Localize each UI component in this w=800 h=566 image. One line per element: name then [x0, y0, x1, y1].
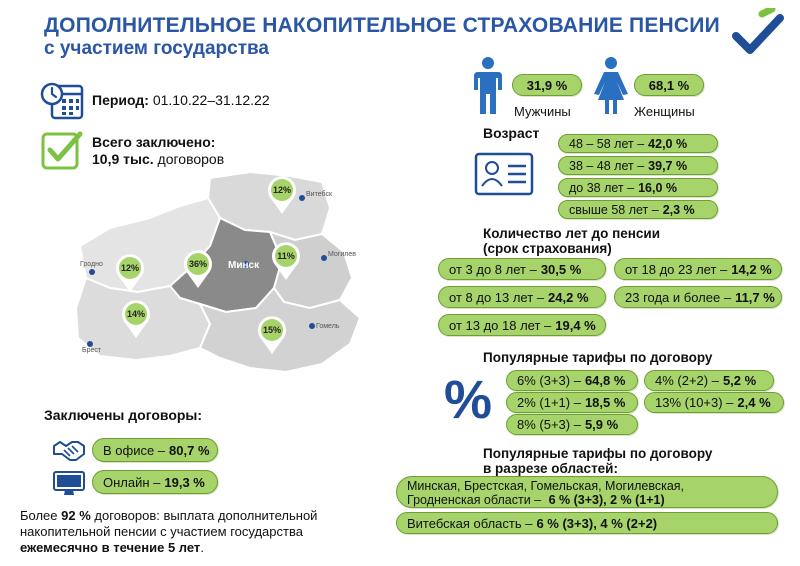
city-mogilev: Могилев	[328, 251, 356, 258]
belarus-map	[60, 168, 390, 388]
contracts-office-pill: В офисе – 80,7 %	[92, 438, 218, 462]
contracts-online-pill: Онлайн – 19,3 %	[92, 470, 218, 494]
marker-share-label: 12%	[120, 263, 140, 273]
age-item-3: до 38 лет – 16,0 %	[558, 178, 718, 197]
handshake-icon	[52, 438, 86, 464]
age-title: Возраст	[483, 125, 540, 141]
period-text: Период: 01.10.22–31.12.22	[92, 92, 270, 108]
tariff-item-5: 8% (5+3) – 5,9 %	[506, 414, 638, 435]
female-label: Женщины	[634, 104, 695, 119]
checkbox-icon	[40, 128, 84, 172]
page-subtitle: с участием государства	[44, 38, 269, 59]
city-brest: Брест	[82, 347, 102, 354]
marker-share-label: 15%	[262, 325, 282, 335]
female-share-pill: 68,1 %	[634, 74, 704, 96]
years-item-4: 23 года и более – 11,7 %	[614, 286, 782, 308]
page-title: ДОПОЛНИТЕЛЬНОЕ НАКОПИТЕЛЬНОЕ СТРАХОВАНИЕ ПЕНСИИ	[44, 14, 720, 37]
age-item-1: 48 – 58 лет – 42,0 %	[558, 134, 718, 153]
regional-title: Популярные тарифы по договору в разрезе областей:	[483, 446, 713, 476]
tariff-item-3: 2% (1+1) – 18,5 %	[506, 392, 638, 413]
years-title: Количество лет до пенсии (срок страхования)	[483, 226, 661, 256]
male-icon	[472, 56, 504, 116]
tariff-item-4: 13% (10+3) – 2,4 %	[644, 392, 784, 413]
age-item-2: 38 – 48 лет – 39,7 %	[558, 156, 718, 175]
tariff-item-2: 4% (2+2) – 5,2 %	[644, 370, 774, 391]
tariff-item-1: 6% (3+3) – 64,8 %	[506, 370, 638, 391]
city-vitebsk: Витебск	[306, 191, 333, 198]
years-item-1: от 3 до 8 лет – 30,5 %	[438, 258, 606, 280]
city-gomel: Гомель	[316, 323, 340, 330]
total-text: Всего заключено: 10,9 тыс. договоров	[92, 134, 225, 167]
years-item-5: от 13 до 18 лет – 19,4 %	[438, 314, 606, 336]
city-grodno: Гродно	[80, 261, 103, 268]
marker-share-label: 11%	[277, 251, 295, 261]
years-item-3: от 8 до 13 лет – 24,2 %	[438, 286, 606, 308]
female-icon	[594, 56, 628, 116]
years-item-2: от 18 до 23 лет – 14,2 %	[614, 258, 782, 280]
calendar-clock-icon	[40, 78, 84, 122]
percent-icon: %	[444, 370, 493, 430]
tariffs-title: Популярные тарифы по договору	[483, 350, 713, 365]
city-minsk: Минск	[228, 260, 260, 271]
id-card-icon	[474, 152, 534, 196]
age-item-4: свыше 58 лет – 2,3 %	[558, 200, 718, 219]
monitor-icon	[52, 470, 86, 498]
contracts-title: Заключены договоры:	[44, 407, 203, 423]
marker-share-label: 12%	[272, 185, 292, 195]
logo-check-icon	[732, 8, 784, 58]
regional-item-2: Витебская область – 6 % (3+3), 4 % (2+2)	[396, 512, 778, 534]
male-share-pill: 31,9 %	[512, 74, 582, 96]
footnote: Более 92 % договоров: выплата дополнительной накопительной пенсии с участием государства ежемесячно в течение 5 лет.	[20, 508, 318, 555]
regional-item-1: Минская, Брестская, Гомельская, Могилевская, Гродненская области – 6 % (3+3), 2 % (1+1)	[396, 476, 778, 508]
marker-share-label: 36%	[188, 259, 208, 269]
marker-share-label: 14%	[126, 309, 146, 319]
male-label: Мужчины	[514, 104, 571, 119]
